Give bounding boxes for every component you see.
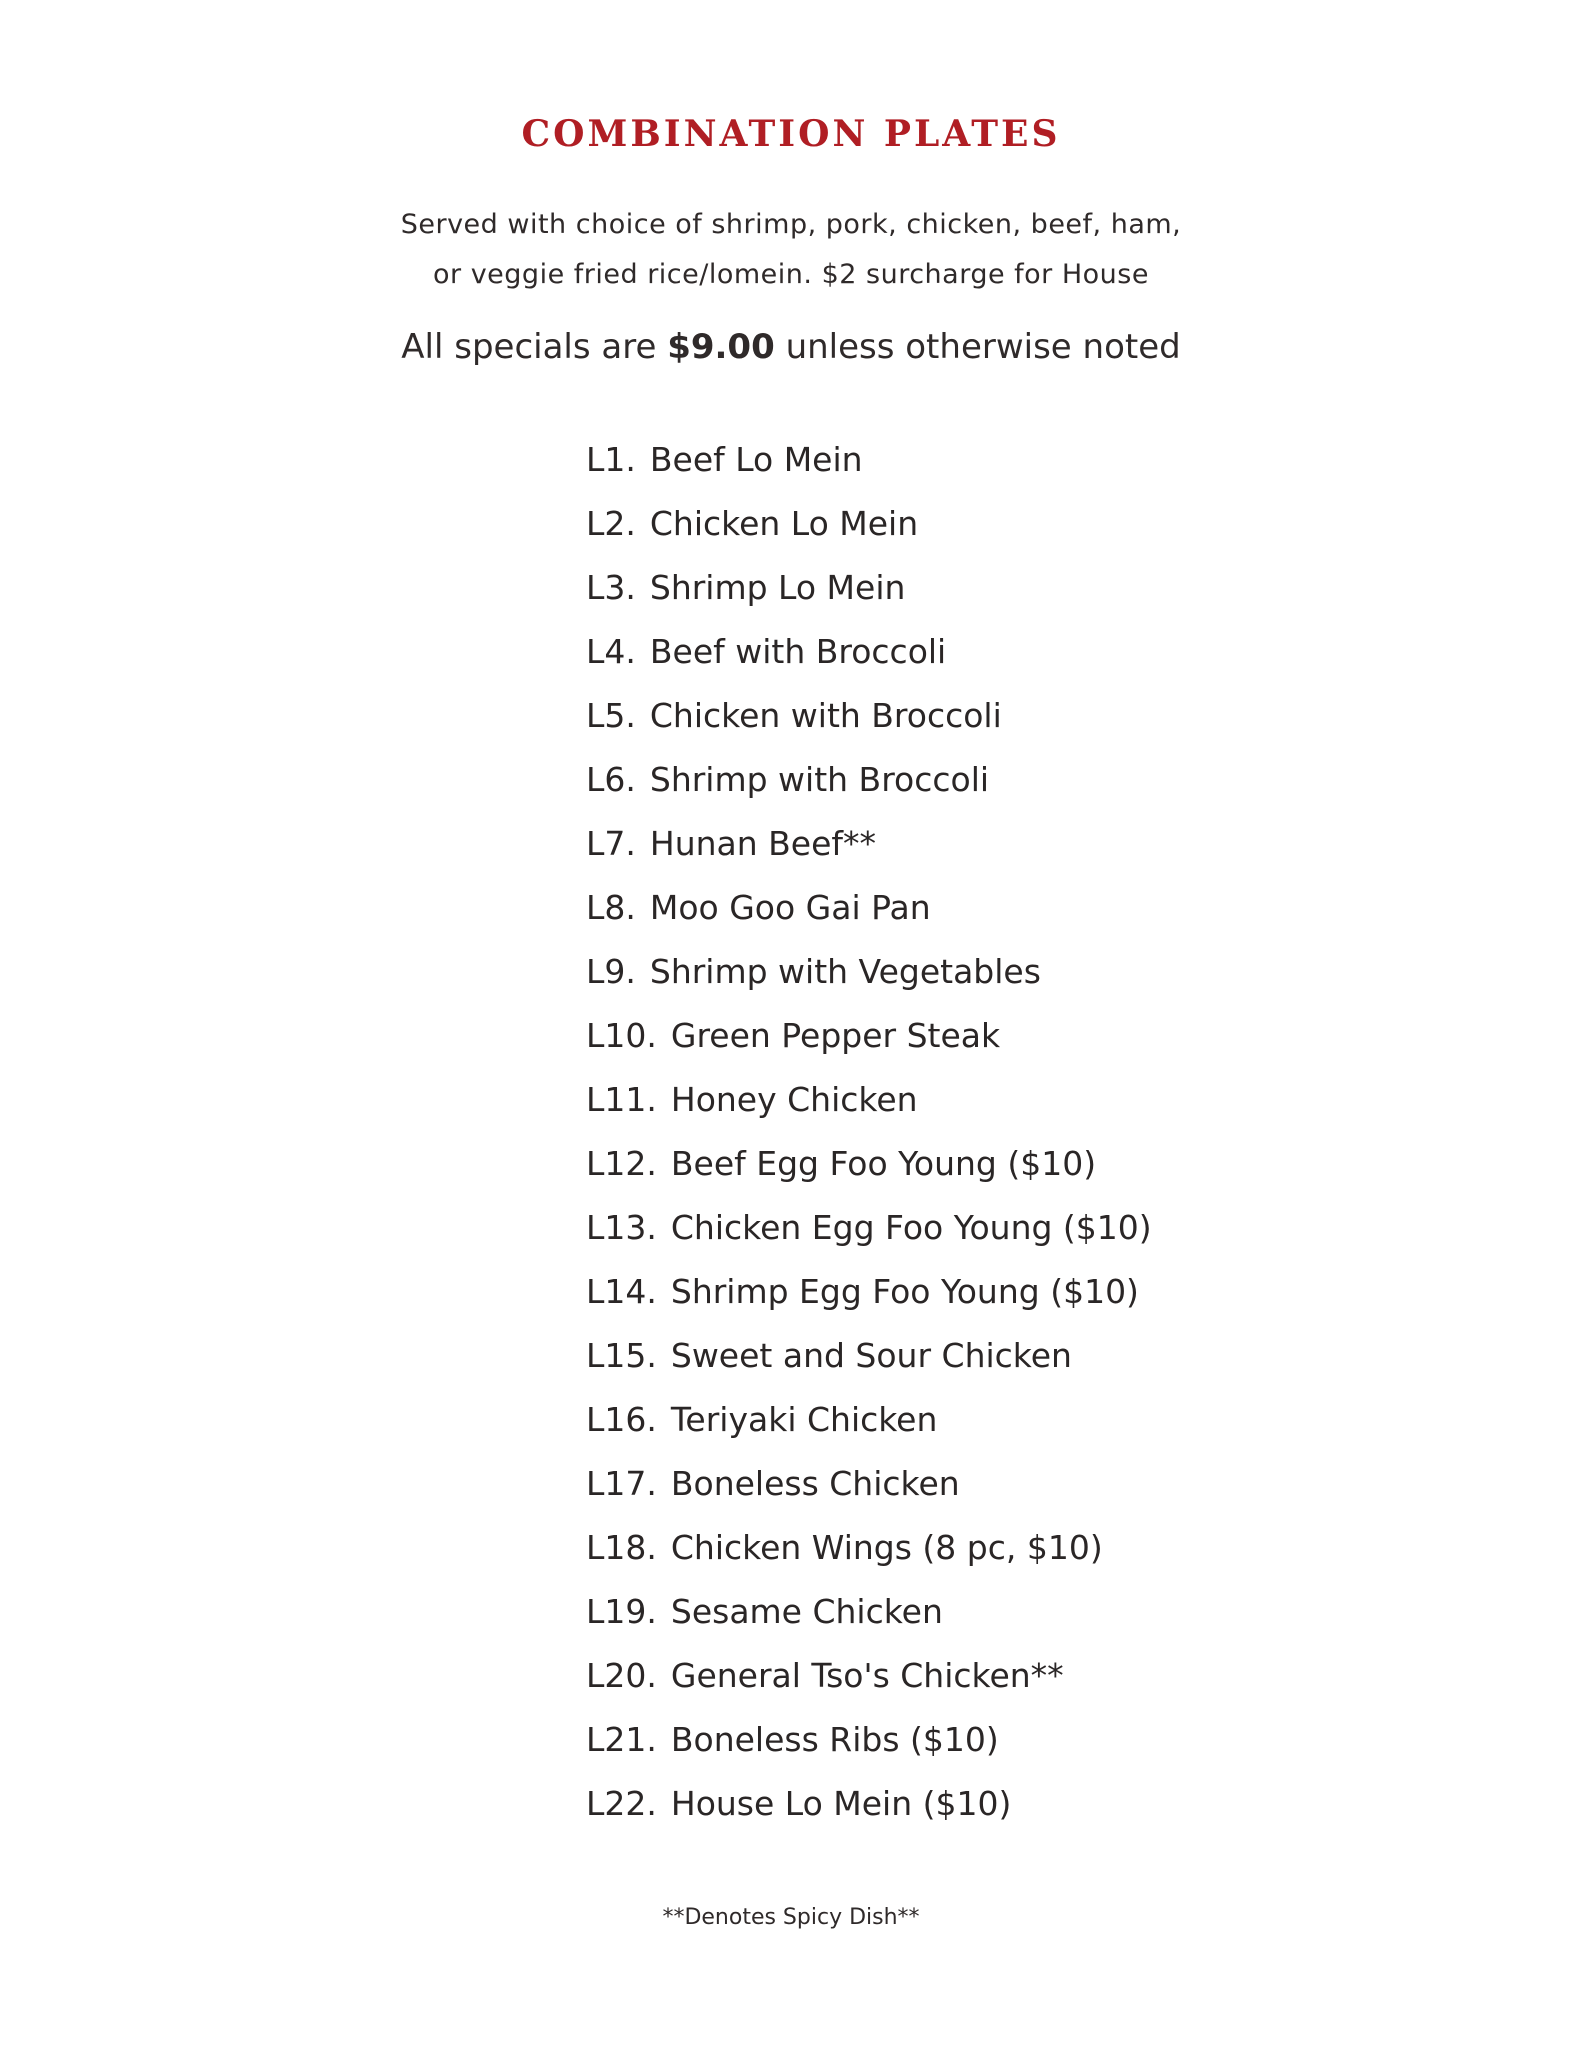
- menu-item: [586, 1588, 1152, 1652]
- menu-item-code: L6.: [586, 760, 636, 799]
- menu-item: [586, 1332, 1152, 1396]
- menu-item-code: L9.: [586, 952, 636, 991]
- menu-item-code: L13.: [586, 1208, 657, 1247]
- served-with-line-2: or veggie fried rice/lomein. $2 surcharge for House: [433, 259, 1149, 290]
- menu-item: [586, 1652, 1152, 1716]
- menu-item: [586, 1524, 1152, 1588]
- menu-item-name: Honey Chicken: [670, 1080, 918, 1119]
- specials-price: $9.00: [667, 327, 775, 367]
- menu-item: [586, 436, 1152, 500]
- menu-item: [586, 628, 1152, 692]
- menu-item: [586, 948, 1152, 1012]
- menu-item-name: Sesame Chicken: [670, 1592, 943, 1631]
- specials-suffix: unless otherwise noted: [785, 327, 1181, 367]
- menu-item-code: L20.: [586, 1656, 657, 1695]
- menu-item-name: Beef Lo Mein: [649, 440, 863, 479]
- menu-item: [586, 820, 1152, 884]
- combination-plates-list: [586, 436, 1152, 1844]
- menu-item-name: Shrimp with Broccoli: [649, 760, 990, 799]
- menu-item-code: L1.: [586, 440, 636, 479]
- specials-price-note: [0, 326, 1582, 368]
- menu-item-name: Boneless Chicken: [670, 1464, 960, 1503]
- menu-item-name: Beef with Broccoli: [649, 632, 947, 671]
- menu-item: [586, 564, 1152, 628]
- menu-item-code: L10.: [586, 1016, 657, 1055]
- menu-item-name: Teriyaki Chicken: [670, 1400, 938, 1439]
- menu-item-code: L15.: [586, 1336, 657, 1375]
- menu-item: [586, 1140, 1152, 1204]
- menu-item: [586, 500, 1152, 564]
- menu-item-code: L2.: [586, 504, 636, 543]
- menu-item-name: Boneless Ribs ($10): [670, 1720, 999, 1759]
- menu-item-name: Chicken with Broccoli: [649, 696, 1002, 735]
- menu-item-name: Hunan Beef**: [649, 824, 877, 863]
- menu-item-code: L11.: [586, 1080, 657, 1119]
- menu-item-name: Chicken Egg Foo Young ($10): [670, 1208, 1152, 1247]
- menu-title: COMBINATION PLATES: [521, 113, 1061, 155]
- menu-item-code: L16.: [586, 1400, 657, 1439]
- menu-item-name: General Tso's Chicken**: [670, 1656, 1064, 1695]
- menu-item-name: Chicken Lo Mein: [649, 504, 919, 543]
- menu-item: [586, 756, 1152, 820]
- menu-item-name: Shrimp Egg Foo Young ($10): [670, 1272, 1139, 1311]
- menu-item-name: Chicken Wings (8 pc, $10): [670, 1528, 1103, 1567]
- menu-item-name: Shrimp Lo Mein: [649, 568, 906, 607]
- menu-item-code: L5.: [586, 696, 636, 735]
- menu-item-code: L17.: [586, 1464, 657, 1503]
- menu-item-name: Green Pepper Steak: [670, 1016, 1001, 1055]
- menu-item-code: L19.: [586, 1592, 657, 1631]
- menu-item: [586, 1268, 1152, 1332]
- menu-item-code: L18.: [586, 1528, 657, 1567]
- menu-item-code: L14.: [586, 1272, 657, 1311]
- menu-item: [586, 1780, 1152, 1844]
- menu-item-code: L21.: [586, 1720, 657, 1759]
- menu-item: [586, 1012, 1152, 1076]
- menu-item-name: Moo Goo Gai Pan: [649, 888, 931, 927]
- served-with-line-1: Served with choice of shrimp, pork, chicken, beef, ham,: [400, 209, 1182, 240]
- menu-item-code: L7.: [586, 824, 636, 863]
- menu-item-name: Sweet and Sour Chicken: [670, 1336, 1072, 1375]
- menu-item-code: L4.: [586, 632, 636, 671]
- menu-item-code: L3.: [586, 568, 636, 607]
- specials-prefix: All specials are: [401, 327, 657, 367]
- menu-item: [586, 1396, 1152, 1460]
- menu-item: [586, 1204, 1152, 1268]
- menu-item-code: L22.: [586, 1784, 657, 1823]
- menu-item: [586, 884, 1152, 948]
- menu-item-name: House Lo Mein ($10): [670, 1784, 1012, 1823]
- menu-item-code: L8.: [586, 888, 636, 927]
- menu-item-code: L12.: [586, 1144, 657, 1183]
- spicy-dish-footnote: **Denotes Spicy Dish**: [662, 1905, 920, 1930]
- menu-item: [586, 1460, 1152, 1524]
- menu-item-name: Shrimp with Vegetables: [649, 952, 1041, 991]
- menu-item: [586, 1076, 1152, 1140]
- menu-item: [586, 692, 1152, 756]
- menu-item-name: Beef Egg Foo Young ($10): [670, 1144, 1097, 1183]
- menu-item: [586, 1716, 1152, 1780]
